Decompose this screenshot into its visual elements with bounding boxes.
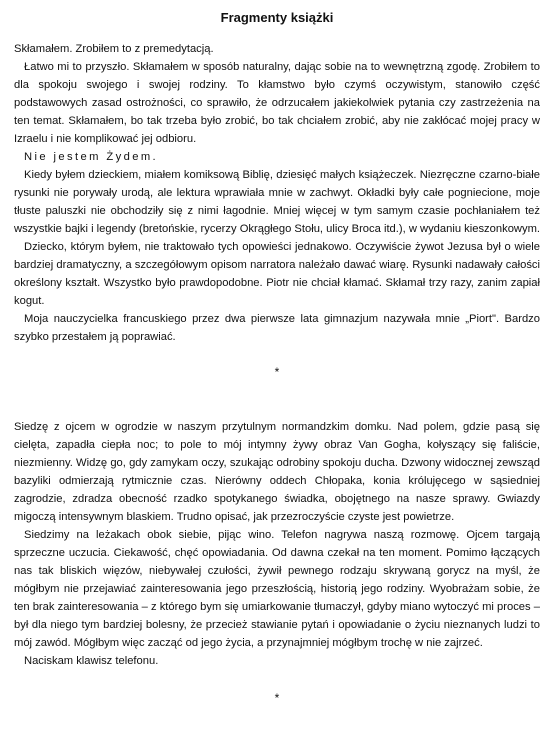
paragraph: Skłamałem. Zrobiłem to z premedytacją. bbox=[14, 43, 214, 55]
document-page bbox=[14, 0, 540, 706]
paragraph-emphasis: Nie jestem Żydem. bbox=[24, 151, 159, 163]
paragraph: Moja nauczycielka francuskiego przez dwa pierwsze lata gimnazjum nazywała mnie „Piort". Bardzo szybko przestałem ją poprawiać. bbox=[14, 313, 540, 343]
section-separator: * bbox=[274, 691, 280, 705]
paragraph: Dziecko, którym byłem, nie traktowało tych opowieści jednakowo. Oczywiście żywot Jezusa był o wiele bardziej dramatyczny, a szczegółowym opisom narratora należało dawać wiarę. Rysunki nadawały całości określony kształt. Wszystko było prawdopodobne. Piotr nie chciał kłamać. Skłamał trzy razy, zanim zapiał kogut. bbox=[14, 241, 540, 307]
paragraph: Siedzimy na leżakach obok siebie, pijąc wino. Telefon nagrywa naszą rozmowę. Ojcem targają sprzeczne uczucia. Ciekawość, chęć opowiadania. Od dawna czekał na ten moment. Pomimo łączących nas tak bliskich więzów, niebywałej czułości, żywił pewnego rodzaju skrywaną goryсz na myśl, że mógłbym nie przejawiać zainteresowania jego przeszłością, historią jego rodziny. Wyobrażam sobie, że ten brak zainteresowania – z którego bym się umiarkowanie tłumaczył, gdyby miano wytoczyć mi proces – był dla niego tym bardziej bolesny, że przecież stawianie pytań i opowiadanie o życiu nieznanych ludzi to mój zawód. Mógłbym więc zacząć od jego życia, a przynajmniej mógłbym trochę w nie zajrzeć. bbox=[14, 529, 540, 649]
section-separator: * bbox=[274, 365, 280, 379]
document-title: Fragmenty książki bbox=[220, 10, 334, 25]
paragraph: Siedzę z ojcem w ogrodzie w naszym przytulnym normandzkim domku. Nad polem, gdzie pasą się cielęta, zapadła ciepła noc; to pole to mój intymny żywy obraz Van Gogha, kołyszący się faliście, niezmienny. Widzę go, gdy zamykam oczy, szukając odrobiny spokoju ducha. Dzwony widocznej zewsząd bazyliki odmierzają rytmicznie czas. Nierówny oddech Chłopaka, konia królujęcego w sąsiedniej zagrodzie, zdradza obecność rzadko spotykanego świadka, obojętnego na nasze sprawy. Gwiazdy migoczą intensywnym blaskiem. Trudno opisać, jak przezroczyście czyste jest powietrze. bbox=[14, 421, 540, 523]
paragraph: Kiedy byłem dzieckiem, miałem komiksową Biblię, dziesięć małych książeczek. Niezręczne czarno-białe rysunki nie porywały urodą, ale lektura wprawiała mnie w zachwyt. Okładki były całe pogniecione, moje tłuste paluszki nie obchodziły się z nimi łagodnie. Mniej więcej w tym samym czasie pochłaniałem też wszystkie bajki i legendy (bretońskie, rycerzy Okrągłego Stołu, ulicy Broca itd.), w wydaniu kieszonkowym. bbox=[14, 169, 541, 235]
paragraph: Łatwo mi to przyszło. Skłamałem w sposób naturalny, dając sobie na to wewnętrzną zgodę. Zrobiłem to dla spokoju swojego i swojej rodziny. To kłamstwo było czymś oczywistym, stanowiło część podstawowych zasad ostrożności, co sprawiło, że odrzucałem jakiekolwiek pytania czy zastrzeżenia na ten temat. Skłamałem, bo tak trzeba było zrobić, bo tak chciałem zrobić, aby nie zakłócać mojej pracy w Izraelu i nie komplikować jej odbioru. bbox=[14, 61, 540, 145]
paragraph: Naciskam klawisz telefonu. bbox=[24, 655, 159, 667]
